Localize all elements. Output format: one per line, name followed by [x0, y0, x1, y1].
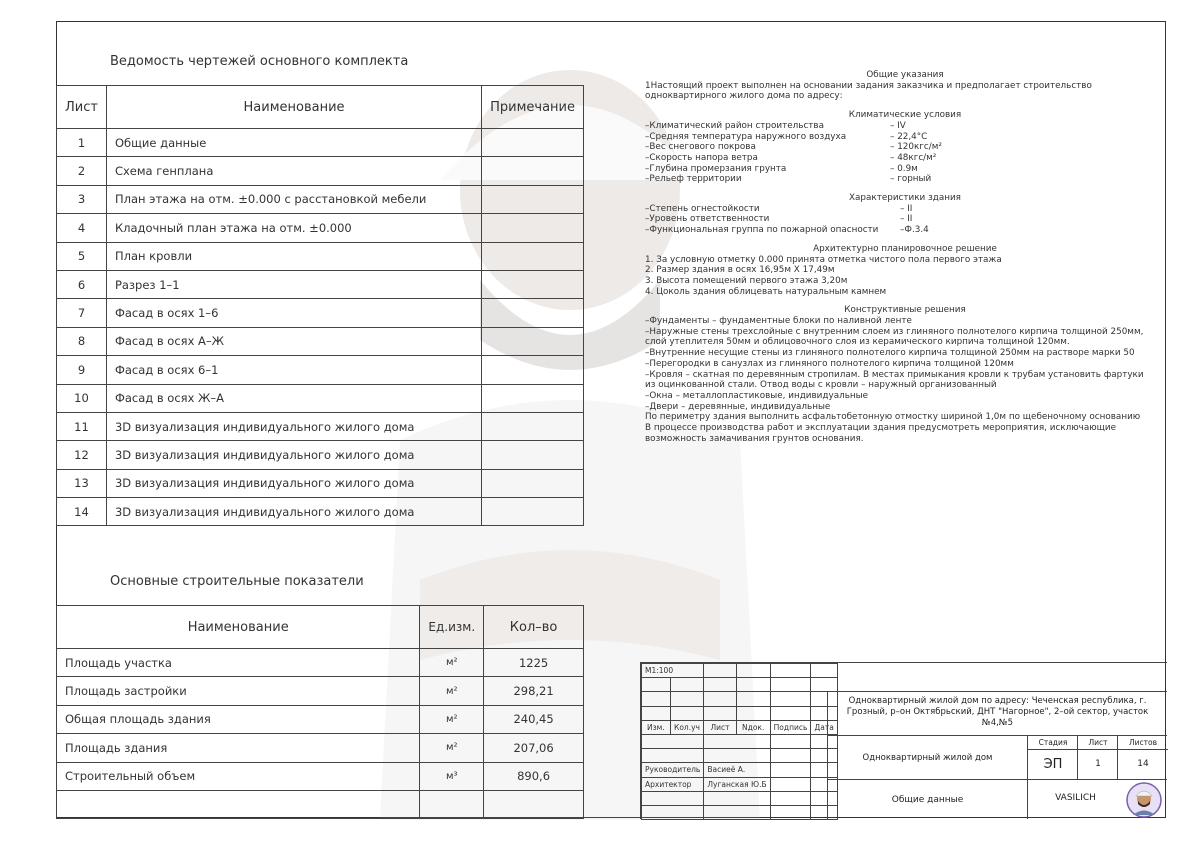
stamp-col-sign: Подпись [770, 720, 811, 734]
stamp-stage-grid [1027, 735, 1167, 779]
drawing-name: Общие данные [106, 129, 481, 157]
stamp-name-lead: Васиеё А. [704, 763, 770, 777]
drawing-note [482, 242, 584, 270]
drawing-note [482, 356, 584, 384]
stamp-stage-label: Стадия [1027, 736, 1078, 750]
indicator-name: Строительный объем [57, 762, 420, 790]
indicator-name: Площадь здания [57, 734, 420, 762]
notes-kv-row [645, 164, 1165, 175]
drawing-row [57, 384, 584, 412]
indicator-row [57, 734, 584, 762]
notes-line: В процессе производства работ и эксплуатации здания предусмотреть мероприятия, исключающие [645, 423, 1117, 434]
drawing-sheet-number: 12 [57, 441, 107, 469]
drawing-note [482, 299, 584, 327]
drawing-name: Кладочный план этажа на отм. ±0.000 [106, 214, 481, 242]
drawing-name: 3D визуализация индивидуального жилого дома [106, 498, 481, 526]
indicator-row [57, 705, 584, 733]
notes-line: –Кровля – скатная по деревянным стропилам. В местах примыкания кровли к трубам установить фартуки [645, 369, 1144, 380]
drawing-sheet-number: 13 [57, 469, 107, 497]
notes-value: – 0.9м [890, 163, 918, 174]
notes-key: –Климатический район строительства [645, 120, 824, 131]
drawings-header-sheet: Лист [57, 86, 107, 129]
indicator-empty-row [57, 790, 584, 818]
drawing-name: Фасад в осях 6–1 [106, 356, 481, 384]
drawing-note [482, 498, 584, 526]
drawing-row [57, 412, 584, 440]
drawing-row [57, 242, 584, 270]
drawing-sheet-number: 5 [57, 242, 107, 270]
indicators-header-name: Наименование [57, 606, 420, 649]
stamp-left-grid [641, 663, 838, 820]
drawing-name: Фасад в осях 1–6 [106, 299, 481, 327]
building-title: Характеристики здания [849, 193, 961, 204]
drawing-row [57, 441, 584, 469]
drawing-row [57, 327, 584, 355]
notes-key: –Рельеф территории [645, 174, 742, 185]
drawing-note [482, 185, 584, 213]
notes-kv-row [645, 214, 1165, 225]
drawing-note [482, 214, 584, 242]
notes-line: 2. Размер здания в осях 16,95м Х 17,49м [645, 265, 835, 276]
notes-line: 4. Цоколь здания облицевать натуральным камнем [645, 286, 887, 297]
drawing-sheet-number: 9 [57, 356, 107, 384]
indicators-table [56, 605, 584, 819]
notes-key: –Степень огнестойкости [645, 203, 760, 214]
drawing-sheet-number: 3 [57, 185, 107, 213]
notes-value: – IV [890, 120, 906, 131]
stamp-col-count: Кол.уч [670, 720, 704, 734]
notes-line: По периметру здания выполнить асфальтобетонную отмостку шириной 1,0м по щебеночному основанию [645, 412, 1141, 423]
drawing-sheet-number: 6 [57, 270, 107, 298]
drawing-note [482, 157, 584, 185]
notes-key: –Функциональная группа по пожарной опасности [645, 225, 879, 236]
indicators-title: Основные строительные показатели [110, 574, 364, 589]
indicators-header-unit: Ед.изм. [420, 606, 484, 649]
drawing-name: Фасад в осях А–Ж [106, 327, 481, 355]
drawing-row [57, 498, 584, 526]
drawing-note [482, 327, 584, 355]
drawing-name: План этажа на отм. ±0.000 с расстановкой мебели [106, 185, 481, 213]
indicator-unit: м² [420, 649, 484, 677]
notes-kv-row [645, 121, 1165, 132]
notes-kv-row [645, 132, 1165, 143]
indicator-unit: м³ [420, 762, 484, 790]
stamp-role-lead: Руководитель [642, 763, 704, 777]
notes-key: –Уровень ответственности [645, 214, 770, 225]
notes-line: –Внутренние несущие стены из глиняного полнотелого кирпича толщиной 250мм на растворе марки 50 [645, 348, 1135, 359]
drawing-sheet-number: 14 [57, 498, 107, 526]
notes-value: – 48кгс/м² [890, 152, 937, 163]
notes-kv-row [645, 225, 1165, 236]
drawing-sheet-number: 8 [57, 327, 107, 355]
notes-kv-row [645, 153, 1165, 164]
indicator-row [57, 649, 584, 677]
indicator-qty: 298,21 [484, 677, 584, 705]
drawing-name: 3D визуализация индивидуального жилого дома [106, 441, 481, 469]
stamp-address: Однoквартирный жилой дом по адресу: Чеченская республика, г. Грозный, р–он Октябрьский, ДНТ "Нагорное", 2–ой сектор, участок №4,№5 [827, 691, 1167, 735]
stamp-sheet-label: Лист [1077, 736, 1118, 750]
indicator-qty: 240,45 [484, 705, 584, 733]
notes-value: – 120кгс/м² [890, 142, 942, 153]
notes-line: слой утеплителя 50мм и облицовочного слоя из керамического кирпича толщиной 120мм. [645, 337, 1070, 348]
drawing-note [482, 412, 584, 440]
notes-line: –Наружные стены трехслойные с внутренним слоем из глиняного полнотелого кирпича толщиной 250мм, [645, 326, 1144, 337]
notes-line: из оцинкованной стали. Отвод воды с кровли – наружный организованный [645, 380, 997, 391]
drawing-note [482, 384, 584, 412]
indicator-qty: 1225 [484, 649, 584, 677]
drawing-row [57, 157, 584, 185]
notes-key: –Скорость напора ветра [645, 152, 758, 163]
drawing-row [57, 469, 584, 497]
notes-line: 3. Высота помещений первого этажа 3,20м [645, 275, 848, 286]
drawings-table [56, 85, 584, 526]
notes-line: –Двери – деревянные, индивидуальные [645, 401, 831, 412]
notes-line: –Фундаменты – фундаментные блоки по наливной ленте [645, 316, 912, 327]
notes-key: –Глубина промерзания грунта [645, 163, 787, 174]
stamp-content: Общие данные [827, 779, 1027, 819]
indicator-row [57, 762, 584, 790]
stamp-sheet: 1 [1077, 749, 1118, 780]
drawing-name: Схема генплана [106, 157, 481, 185]
stamp-col-sheet: Лист [704, 720, 736, 734]
stamp-name-architect: Луганская Ю.Б [704, 777, 770, 791]
drawings-title: Ведомость чертежей основного комплекта [110, 54, 409, 69]
notes-value: – 22,4°С [890, 131, 928, 142]
notes-key: –Средняя температура наружного воздуха [645, 131, 847, 142]
drawing-row [57, 185, 584, 213]
drawing-sheet-number: 11 [57, 412, 107, 440]
notes-line: 1. За условную отметку 0.000 принята отметка чистого пола первого этажа [645, 254, 1002, 265]
drawing-row [57, 356, 584, 384]
drawing-note [482, 129, 584, 157]
notes-value: – II [900, 203, 913, 214]
drawing-note [482, 441, 584, 469]
general-notes-title: Общие указания [866, 70, 944, 80]
stamp-sheets-label: Листов [1117, 736, 1168, 750]
stamp-author: VASILICH [1055, 793, 1096, 803]
indicator-row [57, 677, 584, 705]
indicator-unit: м² [420, 677, 484, 705]
drawing-sheet-number: 10 [57, 384, 107, 412]
drawing-name: 3D визуализация индивидуального жилого дома [106, 412, 481, 440]
author-logo-icon [1126, 782, 1162, 818]
general-notes-text: 1Настоящий проект выполнен на основании задания заказчика и предполагает строительство однoквартирного жилого дома по адресу: [645, 80, 1092, 102]
stamp-object: Однoквартирный жилой дом [827, 735, 1027, 779]
climate-title: Климатические условия [848, 110, 962, 121]
indicator-qty: 890,6 [484, 762, 584, 790]
drawing-sheet-number: 1 [57, 129, 107, 157]
drawing-row [57, 299, 584, 327]
constr-title: Конструктивные решения [844, 305, 966, 316]
drawing-sheet-number: 7 [57, 299, 107, 327]
drawing-name: Разрез 1–1 [106, 270, 481, 298]
drawing-sheet-number: 4 [57, 214, 107, 242]
indicator-name: Площадь участка [57, 649, 420, 677]
title-block [640, 662, 1167, 819]
notes-value: – горный [890, 174, 932, 185]
arch-title: Архитектурно планировочное решение [813, 243, 997, 254]
notes-value: – II [900, 214, 913, 225]
stamp-stage: ЭП [1027, 749, 1078, 780]
drawing-row [57, 129, 584, 157]
notes-key: –Вес снегового покрова [645, 142, 756, 153]
stamp-scale: М1:100 [642, 664, 704, 678]
indicator-unit: м² [420, 734, 484, 762]
stamp-col-date: Дата [811, 720, 837, 734]
drawing-sheet-number: 2 [57, 157, 107, 185]
indicators-header-qty: Кол–во [484, 606, 584, 649]
drawing-note [482, 469, 584, 497]
drawing-row [57, 270, 584, 298]
notes-kv-row [645, 174, 1165, 185]
drawing-name: 3D визуализация индивидуального жилого дома [106, 469, 481, 497]
notes-value: –Ф.3.4 [900, 225, 929, 236]
stamp-sheets: 14 [1117, 749, 1168, 780]
drawing-name: Фасад в осях Ж–А [106, 384, 481, 412]
stamp-author-cell [1027, 779, 1167, 819]
stamp-col-change: Изм. [642, 720, 671, 734]
drawings-header-name: Наименование [106, 86, 481, 129]
notes-line: –Перегородки в санузлах из глиняного полнотелого кирпича толщиной 120мм [645, 358, 1014, 369]
indicator-unit: м² [420, 705, 484, 733]
drawing-name: План кровли [106, 242, 481, 270]
drawing-note [482, 270, 584, 298]
notes-line: возможность замачивания грунтов основания. [645, 433, 864, 444]
indicator-qty: 207,06 [484, 734, 584, 762]
indicator-name: Площадь застройки [57, 677, 420, 705]
notes-kv-row [645, 204, 1165, 215]
notes-line: –Окна – металлопластиковые, индивидуальные [645, 390, 868, 401]
general-notes [645, 70, 1165, 445]
stamp-col-doc: Nдок. [736, 720, 770, 734]
drawing-row [57, 214, 584, 242]
notes-kv-row [645, 142, 1165, 153]
stamp-role-architect: Архитектор [642, 777, 704, 791]
drawings-header-note: Примечание [482, 86, 584, 129]
indicator-name: Общая площадь здания [57, 705, 420, 733]
